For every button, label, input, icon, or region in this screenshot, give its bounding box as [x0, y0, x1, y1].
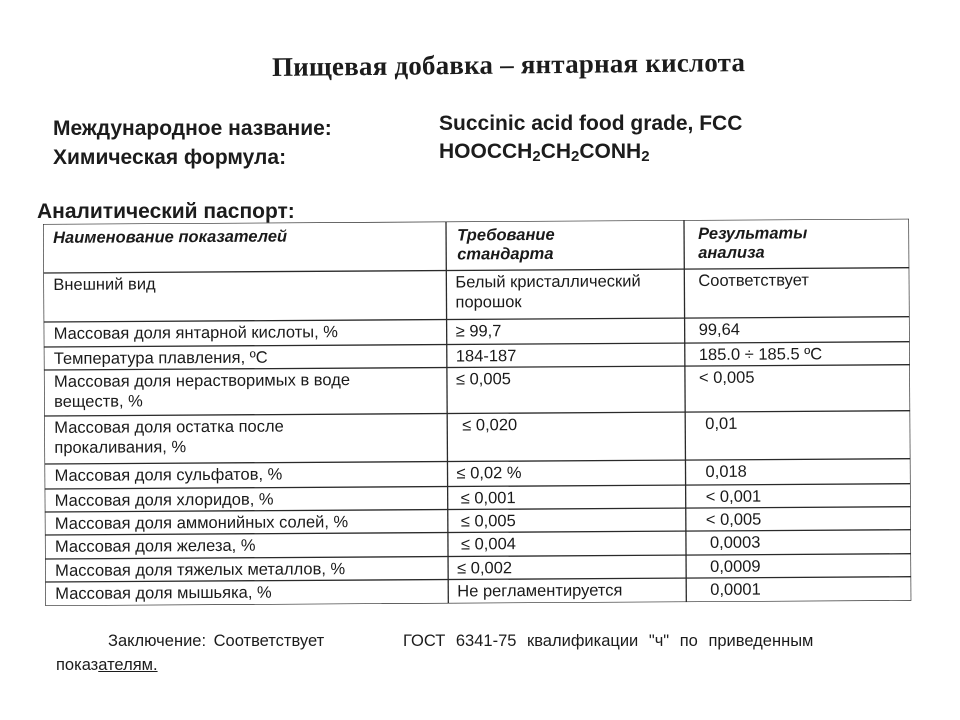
table-cell-requirement: ≤ 0,004 — [460, 535, 516, 554]
table-grid-line — [44, 411, 910, 416]
table-cell-requirement: ≥ 99,7 — [455, 322, 502, 341]
table-cell-name: Массовая доля хлоридов, % — [54, 490, 274, 510]
conclusion-part3 — [56, 654, 158, 676]
header-analysis-result: Результаты — [698, 224, 808, 243]
table-cell-requirement: порошок — [455, 293, 522, 312]
document-title: Пищевая добавка – янтарная кислота — [271, 47, 746, 82]
header-indicator-name: Наименование показателей — [53, 227, 288, 247]
header-standard-requirement: стандарта — [457, 244, 554, 264]
table-cell-requirement: ≤ 0,005 — [455, 370, 511, 389]
formula-part: CH — [540, 140, 572, 163]
table-cell-requirement: ≤ 0,001 — [460, 489, 516, 508]
table-cell-result: < 0,005 — [698, 368, 755, 387]
table-cell-name: Внешний вид — [53, 275, 156, 294]
table-cell-result: < 0,001 — [705, 487, 762, 506]
table-cell-requirement: ≤ 0,005 — [460, 512, 516, 531]
formula-subscript: 2 — [532, 148, 541, 165]
formula-label: Химическая формула: — [53, 146, 287, 169]
table-grid-line — [684, 220, 686, 602]
table-cell-result: 185.0 ÷ 185.5 ºС — [698, 345, 823, 364]
table-cell-name: Массовая доля сульфатов, % — [54, 465, 283, 485]
table-cell-name: Массовая доля нерастворимых в воде — [53, 371, 351, 391]
passport-heading: Аналитический паспорт: — [37, 200, 295, 223]
table-cell-result: < 0,005 — [705, 510, 762, 529]
table-cell-requirement: Не регламентируется — [457, 581, 623, 601]
table-cell-name: Массовая доля тяжелых металлов, % — [55, 560, 346, 580]
table-cell-requirement: ≤ 0,02 % — [456, 464, 522, 483]
formula-subscript: 2 — [571, 148, 580, 165]
table-grid-line — [44, 317, 910, 322]
table-cell-requirement: Белый кристаллический — [455, 272, 641, 292]
table-cell-result: 0,0003 — [709, 533, 761, 552]
table-grid-line — [43, 224, 45, 606]
analysis-table — [43, 219, 911, 606]
header-standard-requirement: Требование — [457, 225, 555, 245]
formula-part: CONH — [579, 140, 642, 163]
table-grid-line — [909, 219, 911, 601]
table-cell-requirement: ≤ 0,002 — [457, 559, 513, 578]
table-cell-name: Массовая доля аммонийных солей, % — [54, 513, 349, 533]
table-cell-result: 0,01 — [705, 414, 738, 433]
conclusion-part3-underlined: ателям. — [98, 656, 158, 674]
table-cell-result: 99,64 — [698, 320, 741, 339]
table-cell-result: 0,018 — [705, 462, 747, 481]
table-cell-result: Соответствует — [698, 271, 809, 290]
formula-part: HOOCCH — [439, 140, 533, 163]
chemical-formula — [439, 140, 650, 164]
table-cell-name: прокаливания, % — [54, 438, 187, 457]
formula-subscript: 2 — [641, 148, 650, 165]
table-cell-name: Массовая доля мышьяка, % — [55, 583, 272, 603]
table-cell-name: Массовая доля янтарной кислоты, % — [53, 323, 338, 343]
table-cell-result: 0,0009 — [710, 557, 761, 576]
header-analysis-result: анализа — [698, 243, 765, 262]
table-grid-line — [44, 459, 910, 464]
table-cell-name: Температура плавления, ºС — [53, 348, 268, 368]
table-cell-name: Массовая доля железа, % — [54, 536, 256, 556]
table-cell-result: 0,0001 — [710, 580, 761, 599]
table-cell-requirement: 184-187 — [455, 347, 517, 366]
table-grid-line — [446, 222, 448, 604]
table-cell-requirement: ≤ 0,020 — [462, 416, 518, 435]
conclusion-part2: ГОСТ 6341-75 квалификации "ч" по приведенным — [403, 632, 814, 650]
international-name-value: Succinic acid food grade, FCC — [439, 112, 743, 135]
table-cell-name: веществ, % — [54, 392, 143, 411]
conclusion-part3-prefix: показ — [56, 656, 99, 674]
international-name-label: Международное название: — [53, 117, 332, 140]
table-cell-name: Массовая доля остатка после — [54, 417, 284, 437]
conclusion-part1: Заключение: Соответствует — [108, 632, 325, 650]
